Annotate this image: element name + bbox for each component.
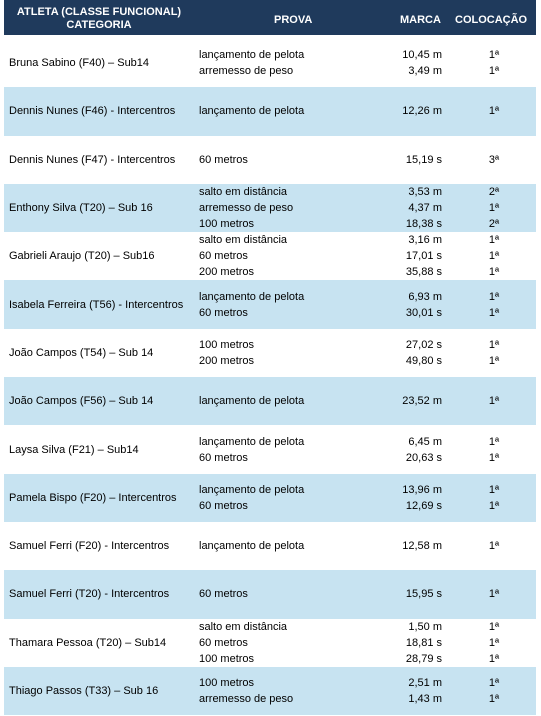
event-mark: 20,63 s bbox=[405, 451, 442, 464]
event-line bbox=[4, 216, 536, 232]
athlete-name: Dennis Nunes (F47) - Intercentros bbox=[9, 153, 176, 166]
event-name: 100 metros bbox=[199, 218, 255, 231]
table-row bbox=[4, 232, 536, 280]
event-name: salto em distância bbox=[199, 620, 288, 633]
table-header bbox=[4, 0, 536, 35]
event-name: 100 metros bbox=[199, 677, 255, 689]
event-line bbox=[4, 651, 536, 667]
table-row bbox=[4, 619, 536, 667]
table-row bbox=[4, 425, 536, 473]
event-line bbox=[4, 305, 536, 321]
event-list bbox=[4, 434, 536, 466]
table-row bbox=[4, 474, 536, 522]
event-mark: 1,43 m bbox=[408, 693, 442, 705]
event-place: 1ª bbox=[488, 451, 500, 464]
event-name: 60 metros bbox=[199, 306, 248, 319]
results-table bbox=[4, 39, 536, 715]
event-place: 1ª bbox=[488, 395, 500, 408]
event-mark: 18,81 s bbox=[405, 636, 442, 649]
event-place: 1ª bbox=[488, 250, 500, 263]
event-name: 200 metros bbox=[199, 354, 255, 367]
event-list bbox=[4, 337, 536, 369]
event-line bbox=[4, 635, 536, 651]
event-mark: 15,95 s bbox=[405, 588, 442, 601]
event-line bbox=[4, 450, 536, 466]
event-mark: 6,93 m bbox=[408, 290, 442, 303]
event-name: arremesso de peso bbox=[199, 693, 294, 705]
event-mark: 3,53 m bbox=[408, 186, 442, 199]
event-line bbox=[4, 482, 536, 498]
table-row bbox=[4, 184, 536, 232]
event-place: 1ª bbox=[488, 693, 500, 705]
event-mark: 12,58 m bbox=[402, 540, 442, 553]
event-name: lançamento de pelota bbox=[199, 483, 305, 496]
event-mark: 13,96 m bbox=[402, 483, 442, 496]
event-line bbox=[4, 586, 536, 602]
table-row bbox=[4, 39, 536, 87]
event-list bbox=[4, 47, 536, 79]
event-line bbox=[4, 47, 536, 63]
event-line bbox=[4, 289, 536, 305]
event-mark: 27,02 s bbox=[405, 338, 442, 351]
event-name: 200 metros bbox=[199, 266, 255, 279]
event-name: 60 metros bbox=[199, 451, 248, 464]
event-line bbox=[4, 691, 536, 707]
event-name: arremesso de peso bbox=[199, 202, 294, 215]
event-line bbox=[4, 184, 536, 200]
event-place: 1ª bbox=[488, 435, 500, 448]
event-mark: 12,26 m bbox=[402, 105, 442, 118]
event-name: salto em distância bbox=[199, 186, 288, 199]
event-place: 1ª bbox=[488, 677, 500, 689]
event-list bbox=[4, 675, 536, 707]
event-name: 100 metros bbox=[199, 652, 255, 665]
event-place: 1ª bbox=[488, 306, 500, 319]
athlete-name: Enthony Silva (T20) – Sub 16 bbox=[9, 202, 153, 215]
event-list bbox=[4, 103, 536, 119]
event-mark: 4,37 m bbox=[408, 202, 442, 215]
event-mark: 6,45 m bbox=[408, 435, 442, 448]
event-place: 1ª bbox=[488, 540, 500, 553]
event-place: 1ª bbox=[488, 354, 500, 367]
event-line bbox=[4, 337, 536, 353]
event-place: 1ª bbox=[488, 202, 500, 215]
athlete-name: Thiago Passos (T33) – Sub 16 bbox=[9, 685, 159, 697]
event-line bbox=[4, 152, 536, 168]
header-athlete-line2: CATEGORIA bbox=[66, 19, 132, 31]
event-mark: 15,19 s bbox=[405, 153, 442, 166]
event-name: lançamento de pelota bbox=[199, 540, 305, 553]
event-name: 60 metros bbox=[199, 499, 248, 512]
event-place: 1ª bbox=[488, 338, 500, 351]
event-mark: 1,50 m bbox=[408, 620, 442, 633]
event-mark: 23,52 m bbox=[402, 395, 442, 408]
athlete-name: Pamela Bispo (F20) – Intercentros bbox=[9, 491, 177, 504]
event-place: 1ª bbox=[488, 620, 500, 633]
header-athlete-line1: ATLETA (CLASSE FUNCIONAL) bbox=[16, 6, 182, 18]
athlete-name: Bruna Sabino (F40) – Sub14 bbox=[9, 57, 150, 70]
athlete-name: João Campos (F56) – Sub 14 bbox=[9, 395, 154, 408]
table-row bbox=[4, 377, 536, 425]
event-mark: 2,51 m bbox=[408, 677, 442, 689]
event-place: 1ª bbox=[488, 652, 500, 665]
event-line bbox=[4, 498, 536, 514]
table-row bbox=[4, 136, 536, 184]
athlete-name: Samuel Ferri (T20) - Intercentros bbox=[9, 588, 170, 601]
event-line bbox=[4, 393, 536, 409]
athlete-name: Gabrieli Araujo (T20) – Sub16 bbox=[9, 250, 155, 263]
event-place: 1ª bbox=[488, 105, 500, 118]
event-line bbox=[4, 619, 536, 635]
header-colocacao: COLOCAÇÃO bbox=[455, 14, 528, 26]
athlete-name: Isabela Ferreira (T56) - Intercentros bbox=[9, 298, 184, 311]
athlete-name: Samuel Ferri (F20) - Intercentros bbox=[9, 540, 170, 553]
event-line bbox=[4, 103, 536, 119]
event-name: lançamento de pelota bbox=[199, 435, 305, 448]
event-name: 60 metros bbox=[199, 636, 248, 649]
table-row bbox=[4, 570, 536, 618]
event-mark: 18,38 s bbox=[405, 218, 442, 231]
event-name: 60 metros bbox=[199, 588, 248, 601]
event-place: 3ª bbox=[488, 153, 500, 166]
table-row bbox=[4, 522, 536, 570]
event-list bbox=[4, 482, 536, 514]
table-row bbox=[4, 280, 536, 328]
event-line bbox=[4, 434, 536, 450]
event-place: 2ª bbox=[488, 218, 500, 231]
athlete-name: Dennis Nunes (F46) - Intercentros bbox=[9, 105, 176, 118]
event-name: 60 metros bbox=[199, 250, 248, 263]
event-place: 1ª bbox=[488, 483, 500, 496]
event-name: salto em distância bbox=[199, 234, 288, 247]
event-place: 1ª bbox=[488, 636, 500, 649]
event-mark: 12,69 s bbox=[405, 499, 442, 512]
event-list bbox=[4, 232, 536, 280]
event-line bbox=[4, 538, 536, 554]
event-place: 1ª bbox=[488, 290, 500, 303]
event-list bbox=[4, 538, 536, 554]
event-name: lançamento de pelota bbox=[199, 395, 305, 408]
event-list bbox=[4, 289, 536, 321]
event-name: 60 metros bbox=[199, 153, 248, 166]
event-mark: 3,16 m bbox=[408, 234, 442, 247]
event-line bbox=[4, 353, 536, 369]
event-line bbox=[4, 248, 536, 264]
event-place: 1ª bbox=[488, 65, 500, 78]
event-mark: 30,01 s bbox=[405, 306, 442, 319]
event-place: 1ª bbox=[488, 266, 500, 279]
event-list bbox=[4, 586, 536, 602]
event-mark: 28,79 s bbox=[405, 652, 442, 665]
event-name: lançamento de pelota bbox=[199, 49, 305, 62]
event-list bbox=[4, 184, 536, 232]
event-line bbox=[4, 63, 536, 79]
event-line bbox=[4, 232, 536, 248]
event-mark: 10,45 m bbox=[402, 49, 442, 62]
header-marca: MARCA bbox=[400, 14, 441, 26]
event-name: lançamento de pelota bbox=[199, 105, 305, 118]
event-line bbox=[4, 675, 536, 691]
table-row bbox=[4, 667, 536, 715]
event-line bbox=[4, 200, 536, 216]
athlete-name: Thamara Pessoa (T20) – Sub14 bbox=[9, 636, 167, 649]
event-line bbox=[4, 264, 536, 280]
event-place: 1ª bbox=[488, 49, 500, 62]
header-prova: PROVA bbox=[274, 14, 313, 26]
event-place: 1ª bbox=[488, 499, 500, 512]
event-mark: 35,88 s bbox=[405, 266, 442, 279]
event-name: 100 metros bbox=[199, 338, 255, 351]
event-list bbox=[4, 152, 536, 168]
event-mark: 17,01 s bbox=[405, 250, 442, 263]
athlete-name: Laysa Silva (F21) – Sub14 bbox=[9, 443, 139, 456]
event-name: lançamento de pelota bbox=[199, 290, 305, 303]
event-mark: 49,80 s bbox=[405, 354, 442, 367]
event-list bbox=[4, 619, 536, 667]
table-row bbox=[4, 329, 536, 377]
event-name: arremesso de peso bbox=[199, 65, 294, 78]
event-place: 2ª bbox=[488, 186, 500, 199]
table-row bbox=[4, 87, 536, 135]
event-mark: 3,49 m bbox=[408, 65, 442, 78]
header-athlete bbox=[4, 6, 194, 32]
event-list bbox=[4, 393, 536, 409]
athlete-name: João Campos (T54) – Sub 14 bbox=[9, 346, 154, 359]
event-place: 1ª bbox=[488, 588, 500, 601]
event-place: 1ª bbox=[488, 234, 500, 247]
